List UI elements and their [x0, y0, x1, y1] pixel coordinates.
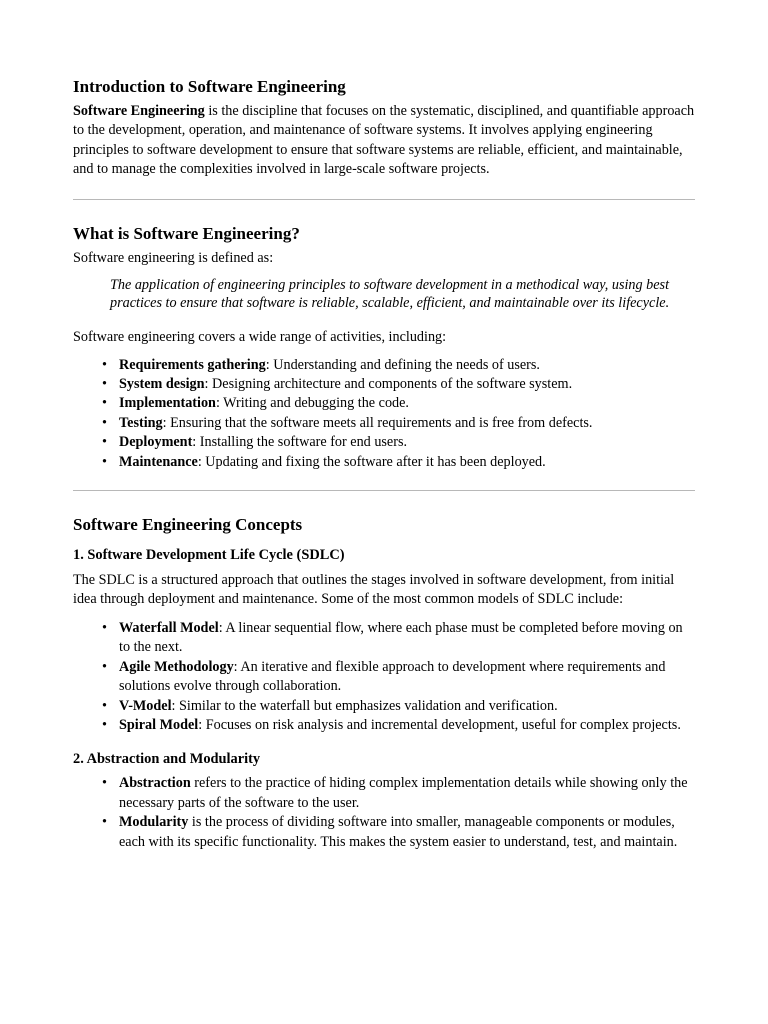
list-item-term: Waterfall Model	[119, 619, 219, 636]
list-item-text: : Focuses on risk analysis and incremental development, useful for complex projects.	[198, 716, 681, 733]
list-item	[119, 453, 695, 472]
section-divider	[73, 490, 695, 491]
list-item-term: Maintenance	[119, 453, 198, 470]
concepts-section	[73, 514, 695, 852]
abstraction-list	[73, 774, 695, 852]
list-item	[119, 414, 695, 433]
intro-paragraph	[73, 102, 695, 180]
intro-body: is the discipline that focuses on the systematic, disciplined, and quantifiable approach to the development, operation, and maintenance of software systems. It involves applying engineering principles to software development to ensure that software systems are reliable, efficient, and maintainable, and to manage the complexities involved in large-scale software projects.	[73, 103, 695, 178]
list-item-text: is the process of dividing software into smaller, manageable components or modules, each with its specific functionality. This makes the system easier to understand, test, and maintain.	[119, 814, 678, 850]
list-item-term: V-Model	[119, 697, 172, 714]
list-item	[119, 813, 695, 852]
list-item	[119, 619, 695, 658]
list-item-term: Implementation	[119, 395, 216, 412]
sdlc-heading: 1. Software Development Life Cycle (SDLC)	[73, 547, 345, 564]
list-item-term: Requirements gathering	[119, 356, 266, 373]
list-item-term: Abstraction	[119, 775, 191, 792]
activities-list	[73, 356, 695, 472]
concepts-heading: Software Engineering Concepts	[73, 515, 303, 535]
intro-section	[73, 76, 695, 180]
list-item	[119, 394, 695, 413]
section-divider	[73, 199, 695, 200]
list-item-term: Deployment	[119, 434, 193, 451]
list-item	[119, 375, 695, 394]
list-item-text: refers to the practice of hiding complex implementation details while showing only the necessary parts of the software to the user.	[119, 775, 688, 811]
list-item-term: Spiral Model	[119, 716, 199, 733]
list-item	[119, 658, 695, 697]
list-item-text: : An iterative and flexible approach to development where requirements and solutions evolve through collaboration.	[119, 658, 666, 695]
list-item-text: : Similar to the waterfall but emphasizes validation and verification.	[171, 697, 558, 714]
list-item-term: Modularity	[119, 814, 189, 831]
list-item-term: Agile Methodology	[119, 658, 234, 675]
list-item-text: : Ensuring that the software meets all requirements and is free from defects.	[162, 414, 593, 431]
list-item	[119, 697, 695, 716]
list-item	[119, 774, 695, 813]
list-item-text: : Designing architecture and components of the software system.	[204, 376, 573, 393]
definition-quote: The application of engineering principles to software development in a methodical way, using best practices to ensure that software is reliable, scalable, efficient, and maintainable over its lifecycle.	[110, 277, 670, 311]
list-item-text: : Understanding and defining the needs of users.	[265, 356, 540, 373]
list-item-term: Testing	[119, 414, 163, 431]
intro-heading: Introduction to Software Engineering	[73, 77, 346, 96]
activities-lead: Software engineering covers a wide range of activities, including:	[73, 329, 447, 346]
sdlc-paragraph: The SDLC is a structured approach that outlines the stages involved in software development, from initial idea through deployment and maintenance. Some of the most common models of SDLC include:	[73, 572, 675, 608]
list-item	[119, 356, 695, 375]
list-item-text: : Installing the software for end users.	[192, 434, 408, 451]
list-item-text: : Writing and debugging the code.	[215, 395, 409, 412]
list-item-term: System design	[119, 376, 205, 393]
what-section	[73, 223, 695, 472]
list-item	[119, 716, 695, 735]
intro-term: Software Engineering	[73, 103, 205, 119]
what-heading: What is Software Engineering?	[73, 223, 300, 243]
list-item-text: : Updating and fixing the software after it has been deployed.	[197, 453, 546, 470]
sdlc-models-list	[73, 619, 695, 735]
list-item-text: : A linear sequential flow, where each phase must be completed before moving on to the next.	[119, 619, 683, 656]
abstraction-heading: 2. Abstraction and Modularity	[73, 751, 261, 768]
what-lead: Software engineering is defined as:	[73, 249, 274, 266]
list-item	[119, 433, 695, 452]
